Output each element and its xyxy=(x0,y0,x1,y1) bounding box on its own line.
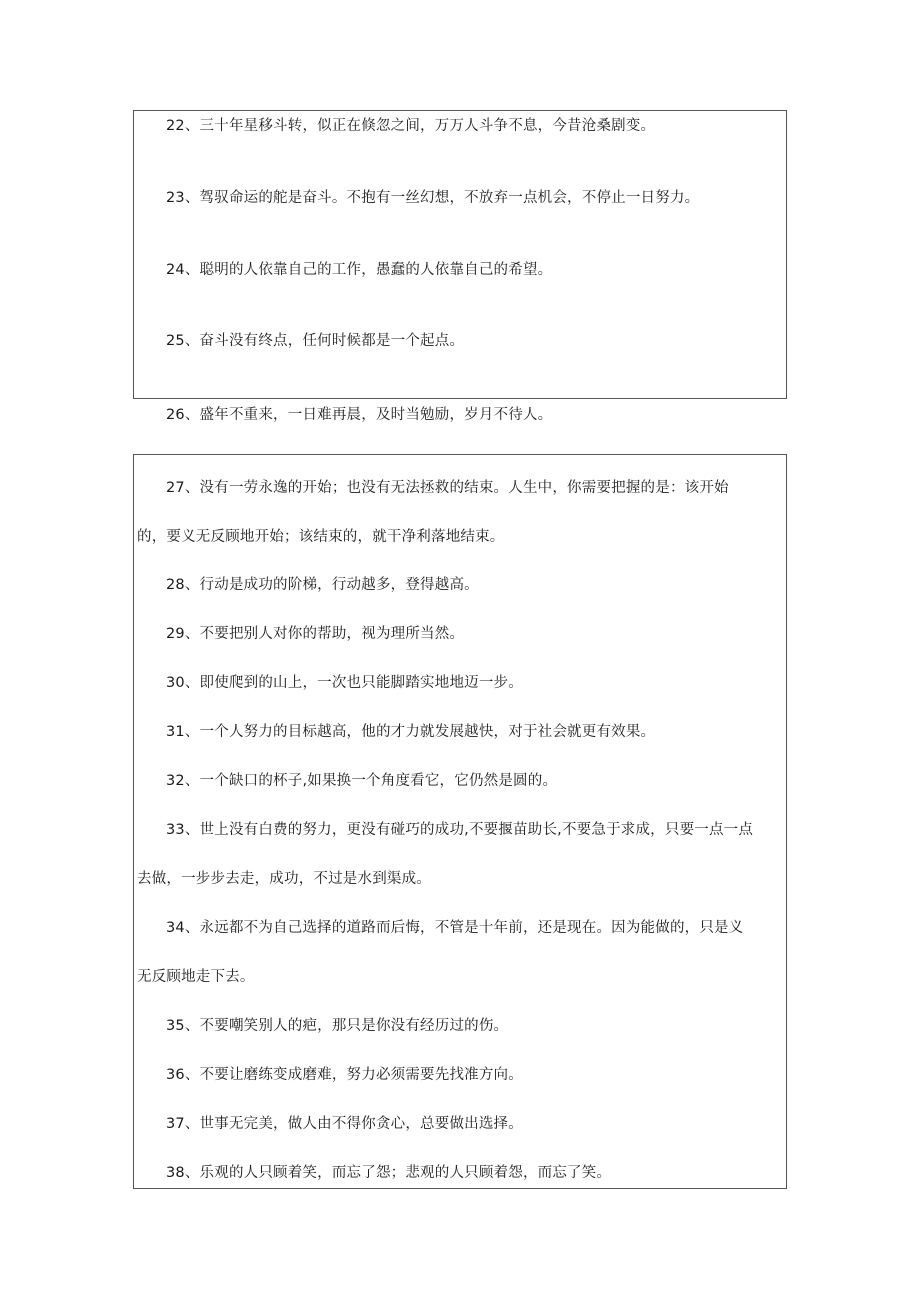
quote-34-line-2: 无反顾地走下去。 xyxy=(137,969,255,985)
quote-30: 30、即使爬到的山上，一次也只能脚踏实地地迈一步。 xyxy=(166,675,523,691)
quote-37: 37、世事无完美，做人由不得你贪心，总要做出选择。 xyxy=(166,1116,523,1132)
quote-29: 29、不要把别人对你的帮助，视为理所当然。 xyxy=(166,626,465,642)
quote-24: 24、聪明的人依靠自己的工作，愚蠢的人依靠自己的希望。 xyxy=(166,262,553,278)
top-quote-box xyxy=(133,110,787,399)
quote-38: 38、乐观的人只顾着笑，而忘了怨；悲观的人只顾着怨，而忘了笑。 xyxy=(166,1165,612,1181)
quote-25: 25、奋斗没有终点，任何时候都是一个起点。 xyxy=(166,333,465,349)
quote-27-line-2: 的，要义无反顾地开始；该结束的，就干净利落地结束。 xyxy=(137,529,505,545)
quote-35: 35、不要嘲笑别人的疤，那只是你没有经历过的伤。 xyxy=(166,1018,509,1034)
quote-22: 22、三十年星移斗转，似正在倏忽之间，万万人斗争不息，今昔沧桑剧变。 xyxy=(166,118,656,134)
quote-34-line-1: 34、永远都不为自己选择的道路而后悔，不管是十年前，还是现在。因为能做的，只是义 xyxy=(166,920,744,936)
quote-31: 31、一个人努力的目标越高，他的才力就发展越快，对于社会就更有效果。 xyxy=(166,724,656,740)
quote-26: 26、盛年不重来，一日难再晨，及时当勉励，岁月不待人。 xyxy=(166,407,553,423)
quote-36: 36、不要让磨练变成磨难，努力必须需要先找准方向。 xyxy=(166,1067,523,1083)
quote-28: 28、行动是成功的阶梯，行动越多，登得越高。 xyxy=(166,577,479,593)
quote-27-line-1: 27、没有一劳永逸的开始；也没有无法拯救的结束。人生中，你需要把握的是：该开始 xyxy=(166,480,729,496)
quote-32: 32、一个缺口的杯子,如果换一个角度看它，它仍然是圆的。 xyxy=(166,773,558,789)
quote-33-line-1: 33、世上没有白费的努力，更没有碰巧的成功,不要揠苗助长,不要急于求成，只要一点一点 xyxy=(166,822,754,838)
quote-23: 23、驾驭命运的舵是奋斗。不抱有一丝幻想，不放弃一点机会，不停止一日努力。 xyxy=(166,190,700,206)
quote-33-line-2: 去做，一步步去走，成功，不过是水到渠成。 xyxy=(137,871,431,887)
